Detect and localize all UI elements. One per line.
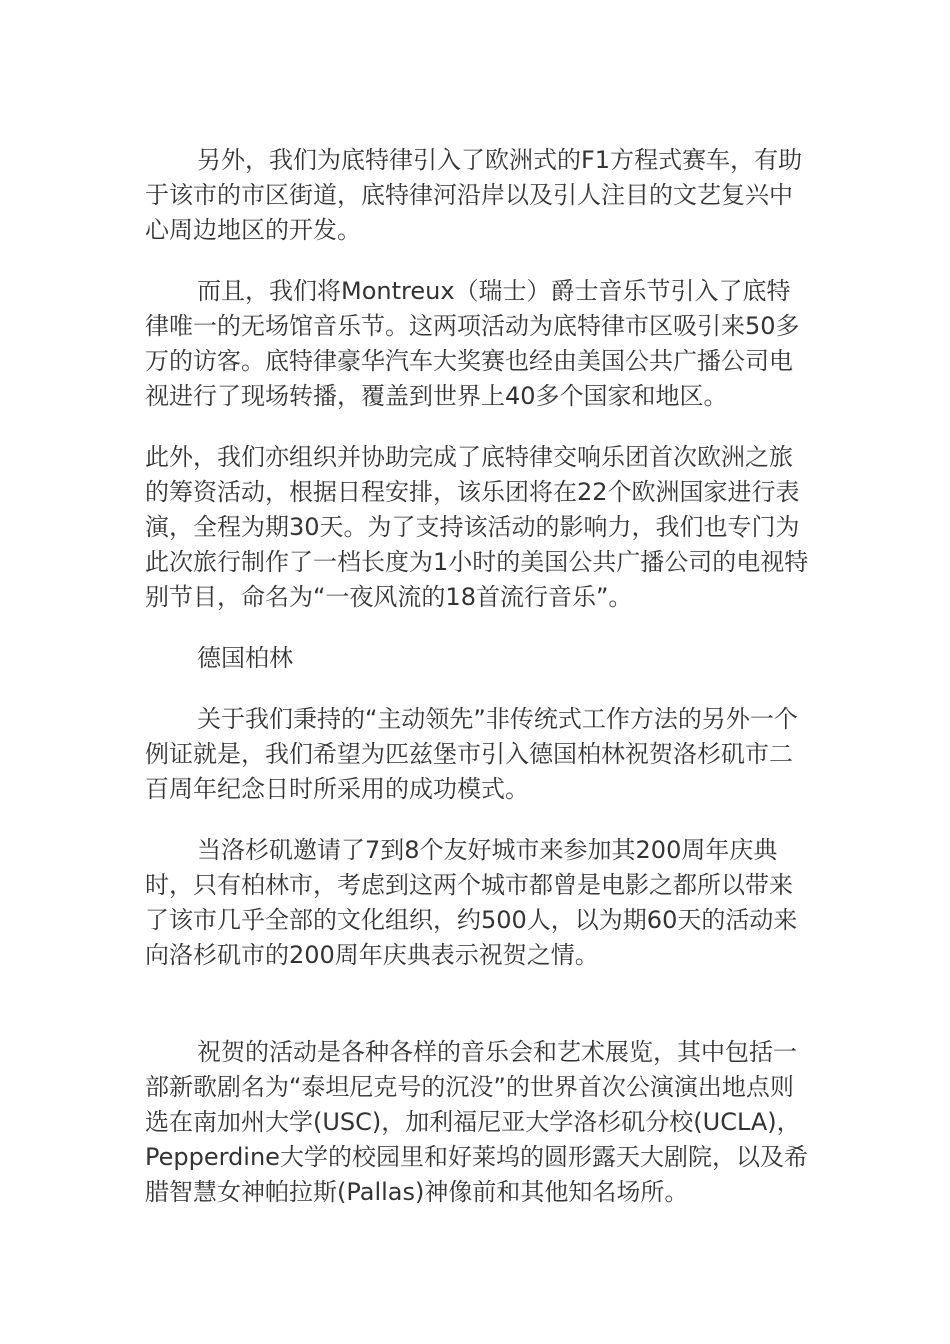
section-heading-berlin: 德国柏林 [197, 644, 293, 672]
document-body [145, 143, 810, 1236]
paragraph-f1-racing: 另外，我们为底特律引入了欧洲式的F1方程式赛车，有助于该市的市区街道，底特律河沿岸以及引人注目的文艺复兴中心周边地区的开发。 [145, 146, 803, 244]
paragraph-berlin-model: 关于我们秉持的“主动领先”非传统式工作方法的另外一个例证就是，我们希望为匹兹堡市引入德国柏林祝贺洛杉矶市二百周年纪念日时所采用的成功模式。 [145, 705, 798, 803]
paragraph-symphony-tour: 此外，我们亦组织并协助完成了底特律交响乐团首次欧洲之旅的筹资活动，根据日程安排，该乐团将在22个欧洲国家进行表演，全程为期30天。为了支持该活动的影响力，我们也专门为此次旅行制作了一档长度为1小时的美国公共广播公司的电视特别节目，命名为“一夜风流的18首流行音乐”。 [145, 443, 809, 611]
paragraph-la-bicentennial: 当洛杉矶邀请了7到8个友好城市来参加其200周年庆典时，只有柏林市，考虑到这两个城市都曾是电影之都所以带来了该市几乎全部的文化组织，约500人，以为期60天的活动来向洛杉矶市的200周年庆典表示祝贺之情。 [145, 836, 798, 969]
paragraph-celebration-events: 祝贺的活动是各种各样的音乐会和艺术展览，其中包括一部新歌剧名为“泰坦尼克号的沉没”的世界首次公演演出地点则选在南加州大学(USC)，加利福尼亚大学洛杉矶分校(UCLA)，Pepperdine大学的校园里和好莱坞的圆形露天大剧院，以及希腊智慧女神帕拉斯(Pallas)神像前和其他知名场所。 [145, 1038, 808, 1206]
paragraph-montreux-jazz: 而且，我们将Montreux（瑞士）爵士音乐节引入了底特律唯一的无场馆音乐节。这两项活动为底特律市区吸引来50多万的访客。底特律豪华汽车大奖赛也经由美国公共广播公司电视进行了现场转播，覆盖到世界上40多个国家和地区。 [145, 277, 800, 410]
